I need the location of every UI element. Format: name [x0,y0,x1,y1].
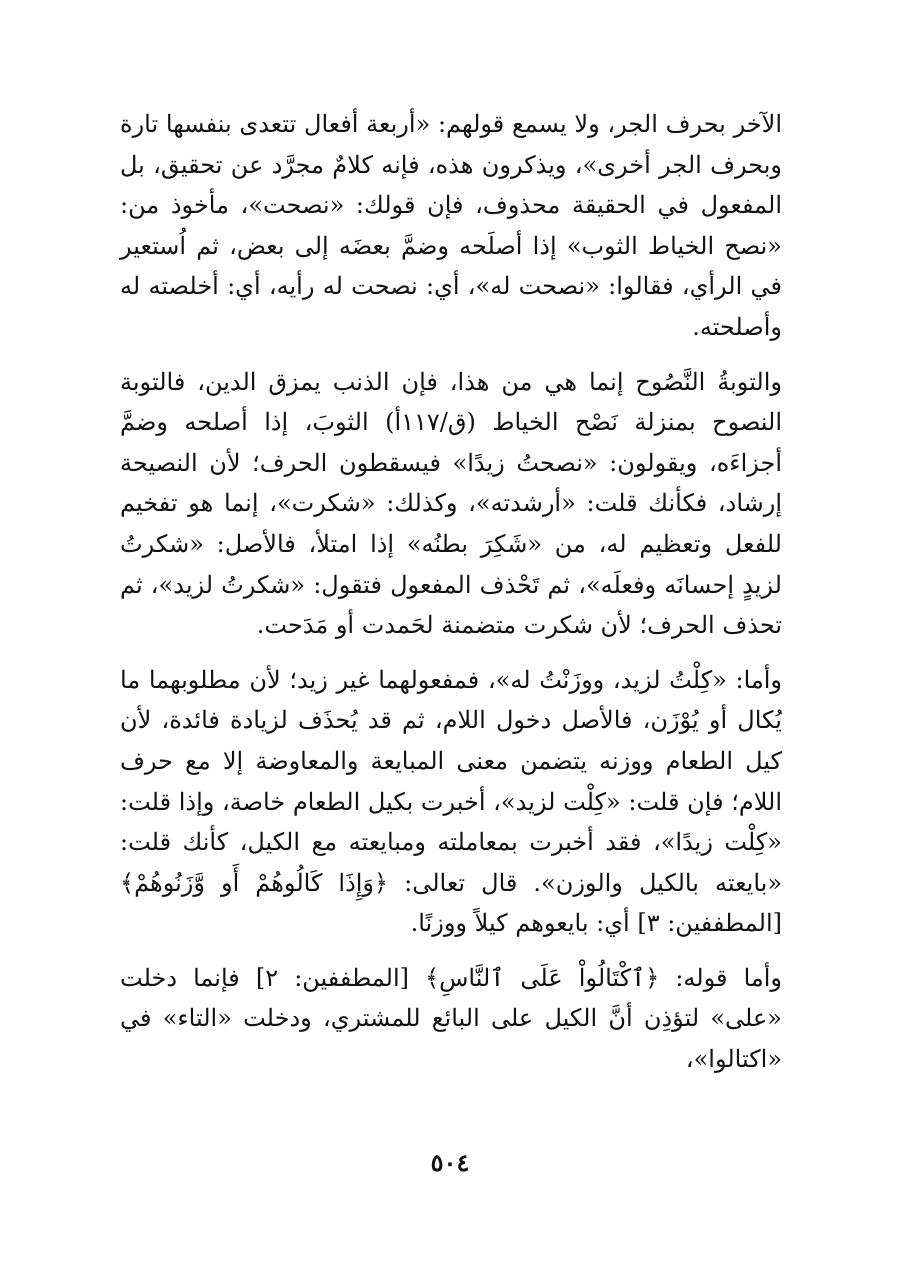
paragraph-3: وأما: «كِلْتُ لزيد، ووزَنْتُ له»، فمفعولهما غير زيد؛ لأن مطلوبهما ما يُكال أو يُوْزَن، فالأصل دخول اللام، ثم قد يُحذَف لزيادة فائدة، لأن كيل الطعام ووزنه يتضمن معنى المبايعة والمعاوضة إلا مع حرف اللام؛ فإن قلت: «كِلْت لزيد»، أخبرت بكيل الطعام خاصة، وإذا قلت: «كِلْت زيدًا»، فقد أخبرت بمعاملته ومبايعته مع الكيل، كأنك قلت: «بايعته بالكيل والوزن». قال تعالى: ﴿وَإِذَا كَالُوهُمْ أَو وَّزَنُوهُمْ﴾ [المطففين: ٣] أي: بايعوهم كيلاً ووزنًا. [120,665,782,938]
paragraph-4: وأما قوله: ﴿ٱكْتَالُواْ عَلَى ٱلنَّاسِ﴾ [المطففين: ٢] فإنما دخلت «على» لتؤذِن أنَّ الكيل على البائع للمشتري، ودخلت «التاء» في «اكتالوا»، [120,963,782,1074]
page-body [120,104,782,1080]
page-number: ٥٠٤ [430,1148,470,1177]
paragraph-1: الآخر بحرف الجر، ولا يسمع قولهم: «أربعة أفعال تتعدى بنفسها تارة وبحرف الجر أخرى»، ويذكرون هذه، فإنه كلامٌ مجرَّد عن تحقيق، بل المفعول في الحقيقة محذوف، فإن قولك: «نصحت»، مأخوذ من: «نصح الخياط الثوب» إذا أصلَحه وضمَّ بعضَه إلى بعض، ثم اُستعير في الرأي، فقالوا: «نصحت له»، أي: نصحت له رأيه، أي: أخلصته له وأصلحته. [120,110,782,341]
paragraph-2: والتوبةُ النَّصُوح إنما هي من هذا، فإن الذنب يمزق الدين، فالتوبة النصوح بمنزلة نَصْح الخياط (ق/١١٧أ) الثوبَ، إذا أصلحه وضمَّ أجزاءَه، ويقولون: «نصحتُ زيدًا» فيسقطون الحرف؛ لأن النصيحة إرشاد، فكأنك قلت: «أرشدته»، وكذلك: «شكرت»، إنما هو تفخيم للفعل وتعظيم له، من «شَكِرَ بطنُه» إذا امتلأ، فالأصل: «شكرتُ لزيدٍ إحسانَه وفعلَه»، ثم تَحْذف المفعول فتقول: «شكرتُ لزيد»، ثم تحذف الحرف؛ لأن شكرت متضمنة لحَمدت أو مَدَحت. [120,367,782,640]
